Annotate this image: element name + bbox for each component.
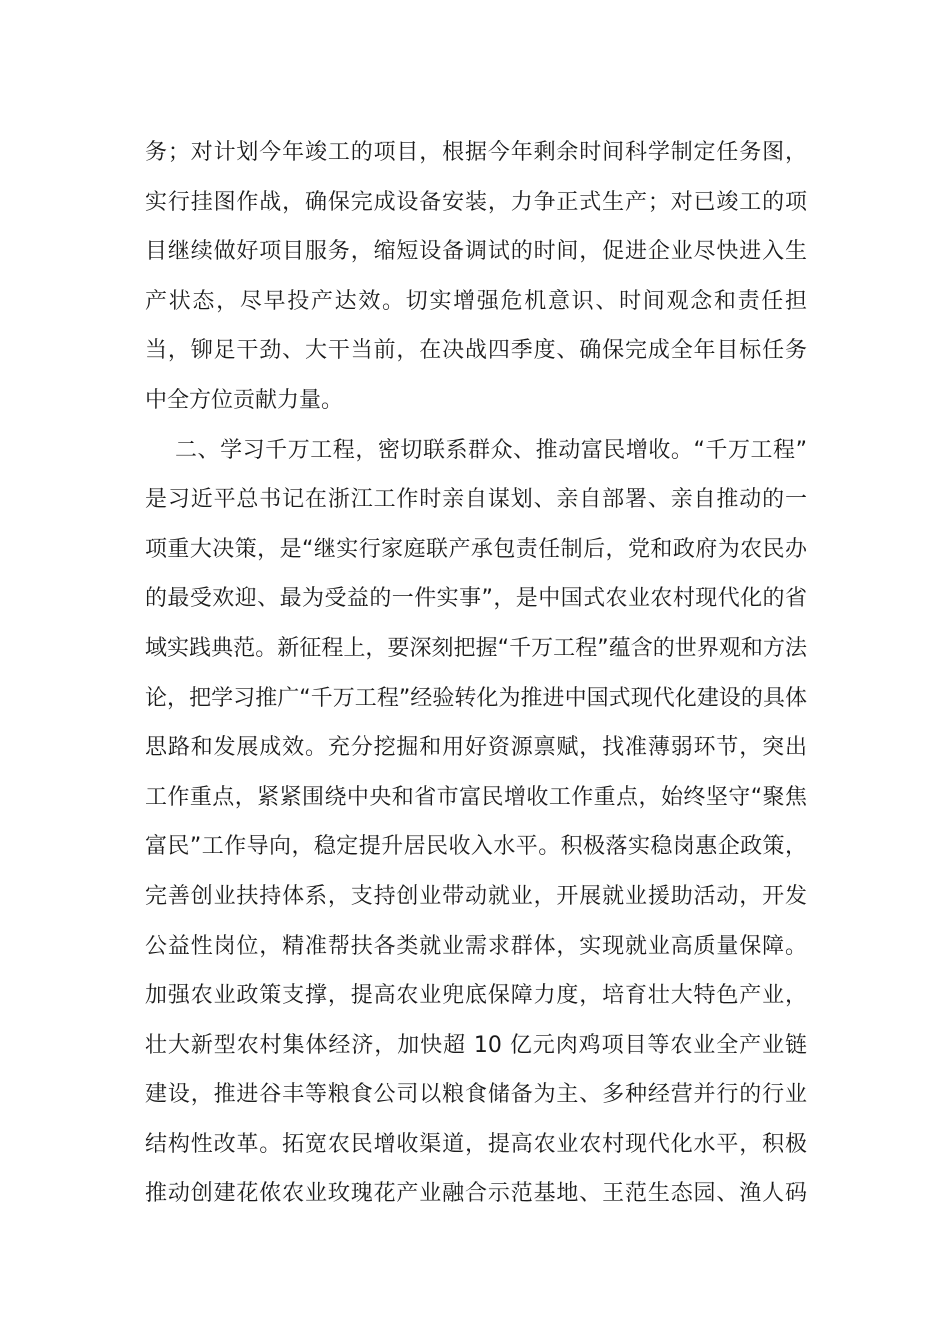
text-line: 当，铆足干劲、大干当前，在决战四季度、确保完成全年目标任务 [145, 338, 807, 364]
text-line: 富民”工作导向，稳定提升居民收入水平。积极落实稳岗惠企政策， [145, 834, 807, 860]
text-line: 工作重点，紧紧围绕中央和省市富民增收工作重点，始终坚守“聚焦 [145, 784, 807, 810]
text-line: 完善创业扶持体系，支持创业带动就业，开展就业援助活动，开发 [145, 883, 807, 909]
text-line: 的最受欢迎、最为受益的一件实事”，是中国式农业农村现代化的省 [145, 586, 807, 612]
text-line: 推动创建花侬农业玫瑰花产业融合示范基地、王范生态园、渔人码 [145, 1181, 807, 1207]
section-heading-line: 二、学习千万工程，密切联系群众、推动富民增收。“千万工程” [175, 437, 807, 463]
text-line: 中全方位贡献力量。 [145, 387, 344, 413]
text-line: 务；对计划今年竣工的项目，根据今年剩余时间科学制定任务图， [145, 140, 807, 165]
text-line: 产状态，尽早投产达效。切实增强危机意识、时间观念和责任担 [145, 288, 807, 314]
text-line: 域实践典范。新征程上，要深刻把握“千万工程”蕴含的世界观和方法 [145, 635, 807, 661]
text-line: 加强农业政策支撑，提高农业兜底保障力度，培育壮大特色产业， [145, 983, 807, 1009]
text-line: 是习近平总书记在浙江工作时亲自谋划、亲自部署、亲自推动的一 [145, 487, 807, 513]
text-line: 目继续做好项目服务，缩短设备调试的时间，促进企业尽快进入生 [145, 239, 807, 265]
text-line: 思路和发展成效。充分挖掘和用好资源禀赋，找准薄弱环节，突出 [145, 735, 807, 761]
text-line: 项重大决策，是“继实行家庭联产承包责任制后，党和政府为农民办 [145, 536, 807, 562]
text-line: 公益性岗位，精准帮扶各类就业需求群体，实现就业高质量保障。 [145, 933, 807, 959]
text-line: 结构性改革。拓宽农民增收渠道，提高农业农村现代化水平，积极 [145, 1131, 807, 1157]
text-line: 论，把学习推广“千万工程”经验转化为推进中国式现代化建设的具体 [145, 685, 807, 711]
body-text [145, 128, 807, 1219]
text-line: 建设，推进谷丰等粮食公司以粮食储备为主、多种经营并行的行业 [145, 1082, 807, 1108]
text-line: 壮大新型农村集体经济，加快超 10 亿元肉鸡项目等农业全产业链 [145, 1032, 807, 1058]
text-line: 实行挂图作战，确保完成设备安装，力争正式生产；对已竣工的项 [145, 189, 807, 215]
